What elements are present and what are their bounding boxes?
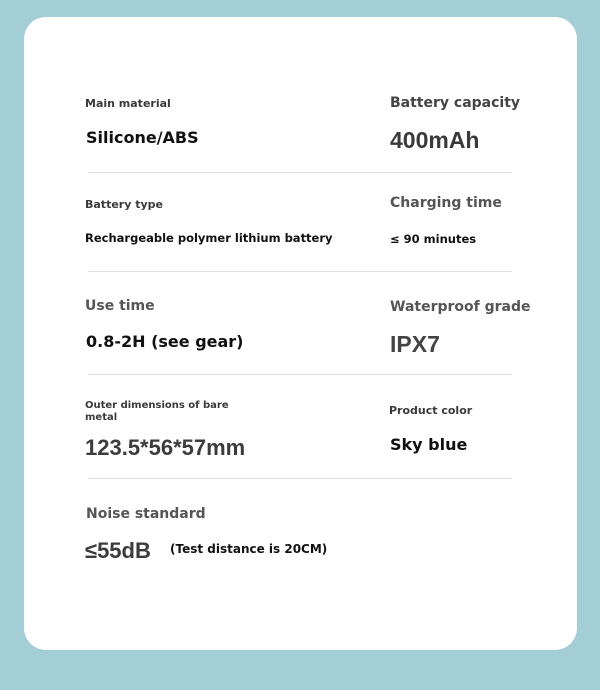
waterproof-grade-label: Waterproof grade xyxy=(390,299,531,315)
main-material-value: Silicone/ABS xyxy=(86,128,199,147)
use-time-value: 0.8-2H (see gear) xyxy=(86,332,244,351)
divider xyxy=(88,271,512,272)
use-time-label: Use time xyxy=(85,298,155,314)
divider xyxy=(88,172,512,173)
divider xyxy=(88,374,512,375)
noise-standard-value: ≤55dB xyxy=(85,538,151,563)
waterproof-grade-value: IPX7 xyxy=(390,331,440,357)
product-color-label: Product color xyxy=(389,404,473,417)
noise-test-note: (Test distance is 20CM) xyxy=(170,542,328,556)
battery-capacity-label: Battery capacity xyxy=(390,95,521,111)
outer-dimensions-label-line1: Outer dimensions of bare xyxy=(85,400,229,411)
spec-card xyxy=(24,17,577,650)
main-material-label: Main material xyxy=(85,97,171,110)
battery-capacity-value: 400mAh xyxy=(390,127,480,153)
charging-time-value: ≤ 90 minutes xyxy=(390,232,477,246)
battery-type-value: Rechargeable polymer lithium battery xyxy=(85,231,333,245)
noise-standard-label: Noise standard xyxy=(86,506,206,522)
divider xyxy=(88,478,512,479)
outer-dimensions-label xyxy=(85,400,229,424)
outer-dimensions-value: 123.5*56*57mm xyxy=(85,435,246,460)
product-color-value: Sky blue xyxy=(390,435,468,454)
outer-dimensions-label-line2: metal xyxy=(85,412,118,423)
charging-time-label: Charging time xyxy=(390,195,502,211)
battery-type-label: Battery type xyxy=(85,198,163,211)
